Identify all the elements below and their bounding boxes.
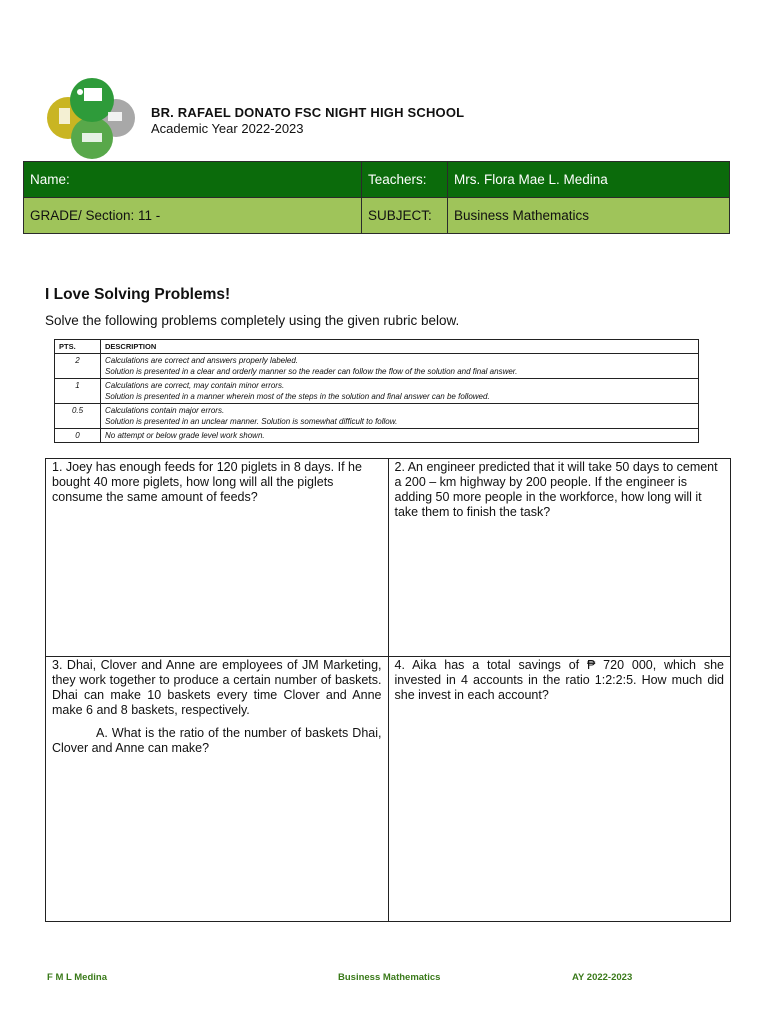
problem-2-text: 2. An engineer predicted that it will take 50 days to cement a 200 – km highway by 200 people. If the engineer is adding 50 more people in the workforce, how long will it take them to finish the task?: [394, 460, 718, 519]
school-name: BR. RAFAEL DONATO FSC NIGHT HIGH SCHOOL: [151, 105, 465, 120]
problem-3-cell[interactable]: [46, 657, 389, 922]
rubric-row: [55, 379, 699, 404]
rubric-header-desc: DESCRIPTION: [101, 340, 699, 354]
rubric-header-pts: PTS.: [55, 340, 101, 354]
instructions: Solve the following problems completely using the given rubric below.: [45, 313, 460, 328]
rubric-line: No attempt or below grade level work shown.: [105, 431, 265, 440]
name-field[interactable]: Name:: [24, 162, 362, 198]
subject-label: SUBJECT:: [362, 198, 448, 234]
problem-2-cell[interactable]: [388, 459, 731, 657]
problem-3-text: 3. Dhai, Clover and Anne are employees of JM Marketing, they work together to produce a certain number of baskets. Dhai can make 10 baskets every time Clover and Anne make 6 and 8 baskets, respectively.: [52, 658, 382, 717]
problem-1-text: 1. Joey has enough feeds for 120 piglets in 8 days. If he bought 40 more piglets, how long will all the piglets consume the same amount of feeds?: [52, 460, 362, 504]
subject-value: Business Mathematics: [448, 198, 730, 234]
rubric-line: Solution is presented in an unclear manner. Solution is somewhat difficult to follow.: [105, 417, 398, 426]
rubric-line: Calculations contain major errors.: [105, 406, 225, 415]
problem-1-cell[interactable]: [46, 459, 389, 657]
rubric-row: [55, 429, 699, 443]
teacher-name: Mrs. Flora Mae L. Medina: [448, 162, 730, 198]
student-info-table: [23, 161, 730, 234]
rubric-line: Calculations are correct, may contain minor errors.: [105, 381, 285, 390]
rubric-row: [55, 404, 699, 429]
rubric-line: Solution is presented in a clear and orderly manner so the reader can follow the flow of the solution and final answer.: [105, 367, 518, 376]
rubric-desc: [101, 379, 699, 404]
rubric-pts: 1: [55, 379, 101, 404]
rubric-row: [55, 354, 699, 379]
rubric-pts: 0: [55, 429, 101, 443]
rubric-desc: [101, 429, 699, 443]
activity-title: I Love Solving Problems!: [45, 286, 231, 303]
problem-3a-text: A. What is the ratio of the number of baskets Dhai, Clover and Anne can make?: [52, 726, 382, 755]
academic-year: Academic Year 2022-2023: [151, 121, 304, 136]
problem-4-text: 4. Aika has a total savings of ₱ 720 000, which she invested in 4 accounts in the ratio 1:2:2:5. How much did she invest in each account?: [394, 658, 724, 702]
footer-author: F M L Medina: [47, 972, 107, 983]
rubric-line: Solution is presented in a manner wherein most of the steps in the solution and final answer can be followed.: [105, 392, 490, 401]
footer-subject: Business Mathematics: [338, 972, 441, 983]
rubric-table: [54, 339, 699, 443]
rubric-line: Calculations are correct and answers properly labeled.: [105, 356, 298, 365]
footer-year: AY 2022-2023: [572, 972, 633, 983]
school-header: [151, 105, 464, 136]
grade-section-field[interactable]: GRADE/ Section: 11 -: [24, 198, 362, 234]
problems-table: [45, 458, 731, 922]
school-logo: [46, 78, 140, 160]
problem-4-cell[interactable]: [388, 657, 731, 922]
teachers-label: Teachers:: [362, 162, 448, 198]
rubric-pts: 0.5: [55, 404, 101, 429]
rubric-desc: [101, 404, 699, 429]
rubric-desc: [101, 354, 699, 379]
rubric-pts: 2: [55, 354, 101, 379]
